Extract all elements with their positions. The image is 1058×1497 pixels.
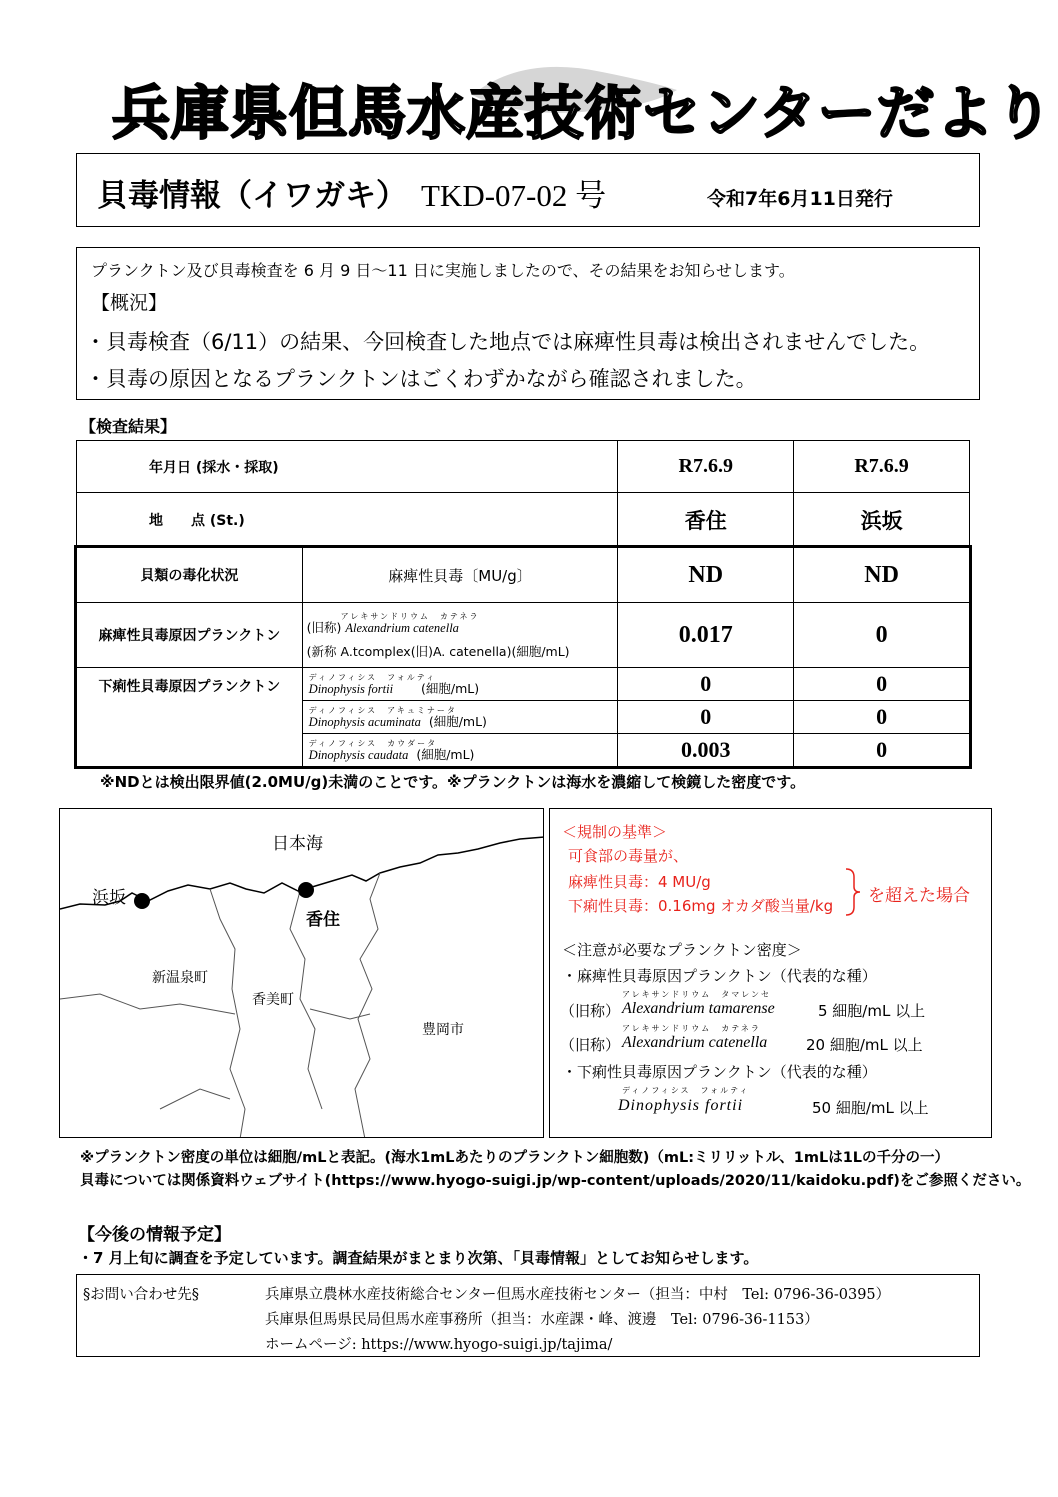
dsp-unit: (細胞/mL) [428,713,487,729]
caution-heading: ＜注意が必要なプランクトン密度＞ [562,941,802,959]
ruby-text: アレキサンドリウム カテネラ [340,611,480,621]
map-label-kami: 香美町 [252,992,294,1008]
ruby-text: ディノフィシス フォルティ [308,672,437,682]
summary-box [76,247,980,400]
issue-title [97,170,606,215]
contact-line: 兵庫県但馬県民局但馬水産事務所（担当：水産課・峰、渡邊 Tel: 0796-36-1153） [265,1312,819,1328]
table-row [77,548,970,603]
masthead [112,60,1054,152]
psp-v1: 0.017 [618,603,794,668]
masthead-title: 兵庫県但馬水産技術センターだより [112,79,1054,147]
issue-name: 貝毒情報（イワガキ） [97,178,407,214]
unit-notes [80,1147,1030,1193]
issue-number: TKD-07-02 号 [421,178,607,213]
toxin-v2: ND [794,548,970,603]
dsp-v2: 0 [794,668,970,701]
results-heading: 【検査結果】 [80,417,177,436]
date-label: 年月日 (採水・採取) [77,441,618,493]
map-label-kasumi: 香住 [306,910,340,930]
caution-prefix: （旧称） [560,1002,621,1020]
caution-psp-heading: ・麻痺性貝毒原因プランクトン（代表的な種） [562,967,877,985]
issue-header [76,153,980,227]
station-label: 地 点 (St.) [77,493,618,548]
table-row [77,493,970,548]
homepage-link[interactable]: ホームページ: https://www.hyogo-suigi.jp/tajima/ [265,1337,613,1353]
caution-prefix: （旧称） [560,1036,621,1054]
dsp-v1: 0.003 [618,734,794,767]
unit-note: ※プランクトン密度の単位は細胞/mLと表記。(海水1mLあたりのプランクトン細胞数)（mL:ミリリットル、1mLは1Lの千分の一） [80,1150,950,1166]
contact-box [76,1274,980,1357]
rules-psp: 麻痺性貝毒：4 MU/g [568,873,711,891]
psp-old-prefix: (旧称) [306,619,342,635]
psp-v2: 0 [794,603,970,668]
caution-density: 50 細胞/mL 以上 [812,1099,929,1117]
future-heading: 【今後の情報予定】 [78,1225,231,1245]
psp-label: 麻痺性貝毒原因プランクトン [77,603,303,668]
summary-heading: 【概況】 [91,292,168,314]
col1-station: 香住 [618,493,794,548]
summary-bullet: ・貝毒検査（6/11）の結果、今回検査した地点では麻痺性貝毒は検出されませんでした。 [85,330,931,354]
ruby-text: ディノフィシス アキュミナータ [308,705,457,715]
issue-date: 令和7年6月11日発行 [707,188,893,210]
dsp-v1: 0 [618,701,794,734]
psp-new-name: (新称 A.tcomplex(旧)A. catenella)(細胞/mL) [306,643,570,659]
rules-dsp: 下痢性貝毒：0.16mg オカダ酸当量/kg [568,897,834,915]
dsp-species-cell [302,668,618,701]
dsp-species-cell [302,701,618,734]
regulation-box [549,808,992,1138]
brace-icon [842,867,864,917]
caution-dsp-heading: ・下痢性貝毒原因プランクトン（代表的な種） [562,1063,877,1081]
map-label-shinonsen: 新温泉町 [152,970,208,986]
map-label-hamasaka: 浜坂 [92,888,126,908]
map-label-sea: 日本海 [272,834,323,854]
caution-species: Dinophysis fortii [618,1097,744,1114]
dsp-unit: (細胞/mL) [421,680,480,696]
ruby-text: ディノフィシス カウダータ [308,738,438,748]
dsp-unit: (細胞/mL) [416,746,475,762]
table-row [77,441,970,493]
future-text: ・7 月上旬に調査を予定しています。調査結果がまとまり次第、「貝毒情報」としてお知らせします。 [78,1249,759,1267]
caution-density: 5 細胞/mL 以上 [818,1002,926,1020]
kasumi-marker [298,882,314,898]
results-table [76,440,970,767]
psp-old-species: Alexandrium catenella [345,620,459,635]
dsp-species: Dinophysis caudata [308,747,409,762]
caution-density: 20 細胞/mL 以上 [806,1036,923,1054]
col1-date: R7.6.9 [618,441,794,493]
toxin-v1: ND [618,548,794,603]
results-footnote: ※NDとは検出限界値(2.0MU/g)未満のことです。※プランクトンは海水を濃縮して検鏡した密度です。 [100,773,806,791]
caution-species: Alexandrium tamarense [622,1000,775,1017]
hamasaka-marker [134,893,150,909]
rules-line: 可食部の毒量が、 [568,847,689,865]
rules-heading: ＜規制の基準＞ [562,823,668,841]
dsp-v2: 0 [794,701,970,734]
toxin-label: 貝類の毒化状況 [77,548,303,603]
caution-species: Alexandrium catenella [622,1034,768,1051]
rules-over: を超えた場合 [868,886,970,906]
dsp-v1: 0 [618,668,794,701]
map-drawing [60,809,544,1138]
reference-note: 貝毒については関係資料ウェブサイト(https://www.hyogo-suigi.jp/wp-content/uploads/2020/11/kaidoku.pdf)をご参照ください。 [80,1173,1031,1189]
ruby-text: アレキサンドリウム カテネラ [622,1024,761,1033]
toxin-item: 麻痺性貝毒〔MU/g〕 [302,548,618,603]
table-row [77,603,970,668]
dsp-label: 下痢性貝毒原因プランクトン [77,668,303,767]
col2-station: 浜坂 [794,493,970,548]
summary-bullet: ・貝毒の原因となるプランクトンはごくわずかながら確認されました。 [85,367,757,391]
ruby-text: ディノフィシス フォルティ [622,1086,750,1095]
psp-species-cell [302,603,618,668]
dsp-species: Dinophysis acuminata [308,714,421,729]
contact-label: §お問い合わせ先§ [83,1287,199,1303]
location-map [59,808,544,1138]
col2-date: R7.6.9 [794,441,970,493]
ruby-text: アレキサンドリウム タマレンセ [622,990,771,999]
dsp-species-cell [302,734,618,767]
dsp-v2: 0 [794,734,970,767]
dsp-species: Dinophysis fortii [308,681,394,696]
contact-line: 兵庫県立農林水産技術総合センター但馬水産技術センター（担当：中村 Tel: 0796-36-0395） [265,1287,891,1303]
map-label-toyooka: 豊岡市 [422,1022,464,1038]
table-row [77,668,970,701]
summary-intro: プランクトン及び貝毒検査を 6 月 9 日〜11 日に実施しましたので、その結果をお知らせします。 [91,261,795,280]
